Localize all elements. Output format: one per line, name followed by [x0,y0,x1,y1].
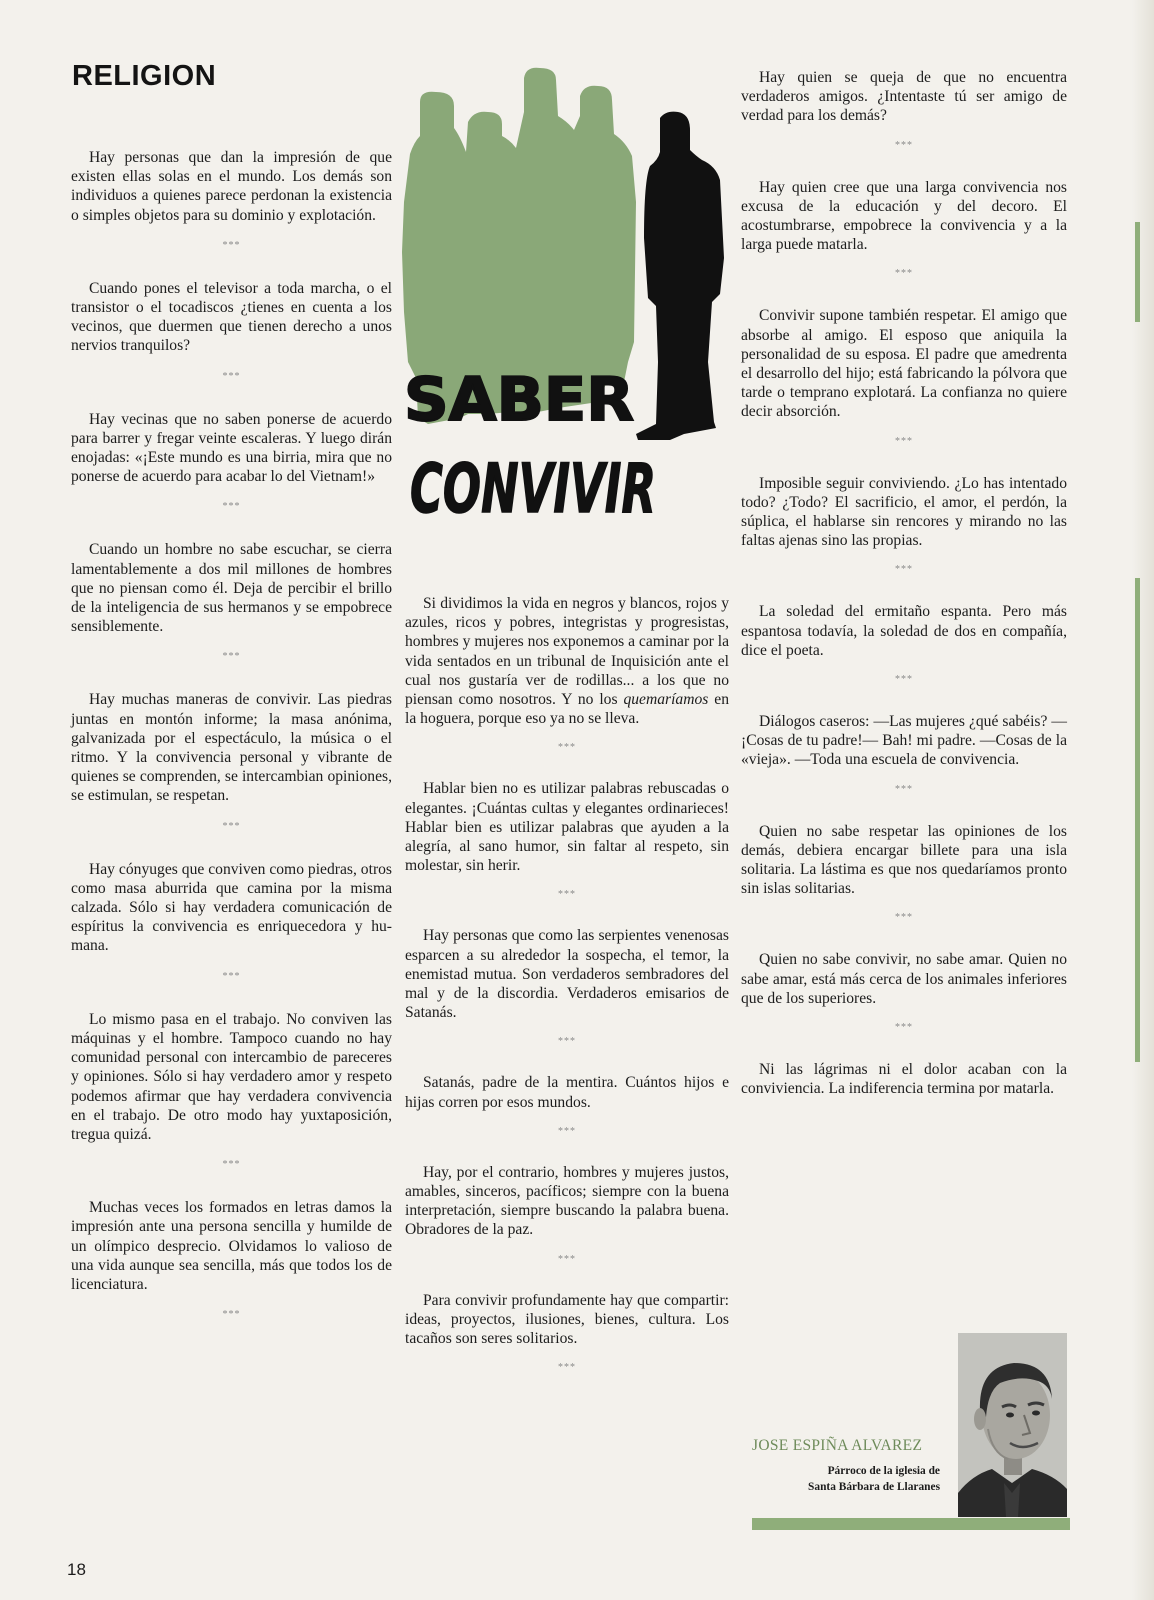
separator: *** [895,564,913,576]
paragraph: Ni las lágrimas ni el dolor acaban con la conviviencia. La indiferencia termina por matarla. [741,1061,1067,1098]
green-edge-mark-top [1135,222,1140,322]
green-edge-mark-bottom [1135,578,1140,1062]
separator: *** [558,1362,576,1374]
paragraph: Hablar bien no es utilizar palabras rebuscadas o elegantes. ¡Cuántas cultas y elegantes ordinarieces! Hablar bien es utilizar palabras que ayuden a la alegría, al sano humor, sin faltar al respeto, sin molestar, sin herir. [405,780,729,875]
headline-illustration [398,62,738,542]
paragraph: Hay personas que como las serpientes venenosas esparcen a su alrededor la sospecha, el temor, la enemistad mutua. Son verdaderos sembradores del mal y de la discordia. Verdaderos emisarios de Satanás. [405,927,729,1022]
paragraph: Si dividimos la vida en negros y blancos, rojos y azules, ricos y pobres, integristas y progresistas, hombres y mujeres nos exponemos a caminar por la vida sentados en un tribunal de Inquisición ante el cual nos gustaría ver de rodillas... a los que no piensan como nosotros. Y no los quemaríamos en la hoguera, porque eso ya no se lleva. [405,595,729,728]
separator: *** [222,370,241,382]
column-3 [741,68,1067,1099]
separator: *** [222,501,241,513]
paragraph: Muchas veces los formados en letras damos la impresión ante una persona sencilla y humilde de un olímpico desprecio. Olvidamos lo valioso de una vida aunque sea sencilla, más que todos los de licenciatura. [71,1199,392,1293]
separator: *** [222,1309,241,1321]
separator: *** [558,889,576,901]
separator: *** [558,1036,576,1048]
paragraph: Hay vecinas que no saben ponerse de acuerdo para barrer y fregar veinte escaleras. Y luego dirán enojadas: «¡Este mundo es una birria, mira que no ponerse de acuerdo para acabar lo del Vietnam!» [71,410,392,486]
paragraph: Diálogos caseros: —Las mujeres ¿qué sabéis? —¡Cosas de tu padre!— Bah! mi padre. —Cosas de la «vieja». —Toda una escuela de convivencia. [741,713,1067,769]
paragraph: Convivir supone también respetar. El amigo que absorbe al amigo. El esposo que aniquila la personalidad de su esposa. El padre que amedrenta el desarrollo del hijo; está fabricando la pólvora que tarde o temprano explotará. La confianza no quiere decir absorción. [741,307,1067,421]
separator: *** [895,912,913,924]
separator: *** [222,651,241,663]
separator: *** [558,742,576,754]
author-portrait-photo [958,1333,1067,1517]
paragraph: La soledad del ermitaño espanta. Pero más espantosa todavía, la soledad de dos en compañía, dice el poeta. [741,603,1067,659]
paragraph: Para convivir profundamente hay que compartir: ideas, proyectos, ilusiones, bienes, cultura. Los tacaños son seres solitarios. [405,1291,729,1348]
separator: *** [558,1125,576,1137]
page-number: 18 [67,1560,86,1579]
italic-word: quemaríamos [623,691,709,709]
paragraph: Hay, por el contrario, hombres y mujeres justos, amables, sinceros, pacíficos; siempre con la buena interpretación, siempre buscando la palabra buena. Obradores de la paz. [405,1163,729,1239]
paragraph: Satanás, padre de la mentira. Cuántos hijos e hijas corren por esos mundos. [405,1074,729,1111]
paragraph: Quien no sabe respetar las opiniones de los demás, debiera encargar billete para una isla solitaria. La lástima es que nos quedaríamos pronto sin islas solitarias. [741,822,1067,898]
paragraph: Hay cónyuges que conviven como piedras, otros como masa aburrida que camina por la misma calzada. Sólo si hay verdadera comunicación de espíritus la convivencia es enriquecedora y humana. [71,860,392,955]
author-role-line-1: Párroco de la iglesia de [827,1465,940,1477]
paragraph: Imposible seguir conviviendo. ¿Lo has intentado todo? ¿Todo? El sacrificio, el amor, el perdón, la súplica, el hablarse sin rencores y mirando no las faltas ajenas sino las propias. [741,474,1067,550]
paragraph: Hay quien cree que una larga convivencia nos excusa de la educación y del decoro. El acostumbrarse, empobrece la convivencia y a la larga puede matarla. [741,178,1067,254]
separator: *** [895,674,913,686]
separator: *** [895,783,913,795]
headline-convivir: CONVIVIR [410,450,656,529]
author-role-line-2: Santa Bárbara de Llaranes [808,1481,940,1493]
author-role [775,1463,940,1495]
separator: *** [895,139,913,151]
paragraph: Lo mismo pasa en el trabajo. No conviven las máquinas y el hombre. Tampoco cuando no hay comunidad personal con intercambio de pareceres y opiniones. Sólo si hay verdadero amor y respeto podemos afirmar que hay verdadera convivencia en el trabajo. De otro modo hay yuxtaposición, tregua quizá. [71,1010,392,1143]
headline-saber: SABER [404,365,634,435]
column-1 [71,148,392,1348]
paragraph: Hay muchas maneras de convivir. Las piedras juntas en montón informe; la masa anónima, galvanizada por el espectáculo, la música o el ritmo. Y la convivencia personal y vibrante de quienes se comprenden, se intercambian opiniones, se estimulan, se respetan. [71,691,392,805]
separator: *** [222,820,241,832]
separator: *** [222,970,241,982]
paragraph: Hay personas que dan la impresión de que existen ellas solas en el mundo. Los demás son individuos a quienes parece perdonan la existencia o simples objetos para su dominio y explotación. [71,149,392,224]
paragraph: Cuando pones el televisor a toda marcha, o el transistor o el tocadiscos ¿tienes en cuenta a los vecinos, que duermen que tienen derecho a unos nervios tranquilos? [71,279,392,355]
column-2 [405,594,729,1399]
paragraph: Hay quien se queja de que no encuentra verdaderos amigos. ¿Intentaste tú ser amigo de verdad para los demás? [741,69,1067,125]
paragraph: Quien no sabe convivir, no sabe amar. Quien no sabe amar, está más cerca de los animales inferiores que de los superiores. [741,951,1067,1007]
paragraph: Cuando un hombre no sabe escuchar, se cierra lamentablemente a dos mil millones de hombres que no piensan como él. Deja de percibir el brillo de la inteligencia de sus hermanos y se empobrece sensiblemente. [71,541,392,636]
separator: *** [558,1253,576,1265]
separator: *** [222,239,241,251]
separator: *** [895,1022,913,1034]
separator: *** [895,435,913,447]
black-man-silhouette [636,112,724,440]
author-name: JOSE ESPIÑA ALVAREZ [752,1437,923,1454]
separator: *** [895,268,913,280]
section-title: RELIGION [72,60,217,92]
separator: *** [222,1159,241,1171]
byline-green-rule [752,1518,1070,1530]
